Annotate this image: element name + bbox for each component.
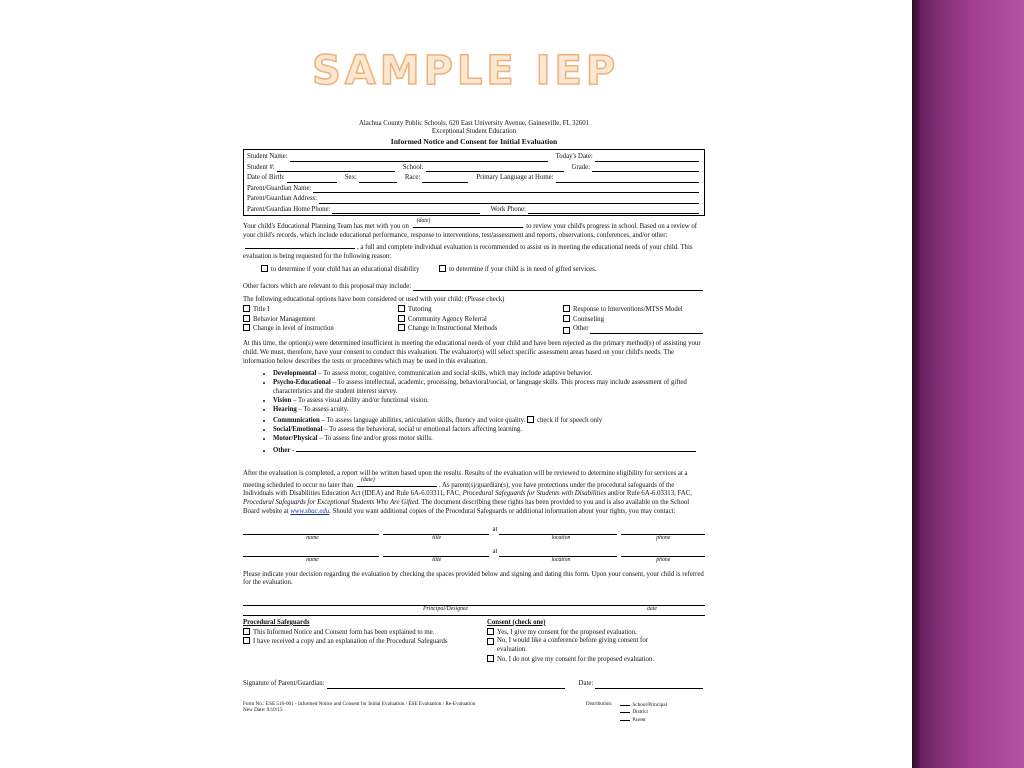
- school-label: School:: [402, 163, 424, 171]
- assessment-areas-list: [243, 370, 705, 456]
- student-name-label: Student Name:: [247, 153, 288, 161]
- contact-location-field[interactable]: [499, 549, 617, 557]
- decorative-sidebar: [912, 0, 1024, 768]
- at-label: at: [492, 548, 498, 556]
- speech-only-label: check if for speech only: [537, 416, 603, 424]
- option-checkbox[interactable]: [243, 305, 250, 312]
- at-label: at: [492, 526, 498, 534]
- district-address: Alachua County Public Schools, 620 East University Avenue, Gainesville, FL 32601: [358, 120, 590, 127]
- decision-paragraph: Please indicate your decision regarding the evaluation by checking the spaces provided below and signing and dating this form. Upon your consent, your child is referred for the evaluation.: [243, 570, 704, 587]
- option-checkbox[interactable]: [398, 324, 405, 331]
- option-item: [243, 324, 398, 334]
- principal-signature-block: [243, 598, 705, 616]
- dob-label: Date of Birth:: [247, 174, 285, 182]
- dob-field[interactable]: [287, 175, 337, 183]
- option-checkbox[interactable]: [563, 315, 570, 322]
- form-footer: [243, 701, 705, 724]
- intro-text-b: to review your child's progress in school. Based on a review of your child's records, which include educational performance, response to interventions, test/assessment and reports, observations, conferences, and/or other:: [243, 223, 698, 240]
- other-area-field[interactable]: [296, 444, 696, 452]
- sex-field[interactable]: [359, 175, 397, 183]
- option-other-field[interactable]: [590, 326, 703, 334]
- option-checkbox[interactable]: [398, 315, 405, 322]
- form-number: Form No.: ESE 516-001 - Informed Notice and Consent for Initial Evaluation / ESE Evaluation / Re-Evaluation: [243, 700, 476, 707]
- guardian-address-label: Parent/Guardian Address:: [247, 195, 318, 203]
- option-checkbox[interactable]: [563, 327, 570, 334]
- area-item: • Communication – To assess language abilities, articulation skills, fluency and voice quality. check if for speech only: [273, 416, 705, 426]
- option-checkbox[interactable]: [398, 305, 405, 312]
- student-number-label: Student #:: [247, 163, 275, 171]
- option-label: Change in Instructional Methods: [408, 325, 498, 333]
- distribution-label: Distribution:: [585, 700, 613, 707]
- contact-name-field[interactable]: [243, 527, 379, 535]
- option-label: Response to Interventions/MTSS Model: [573, 306, 683, 314]
- principal-signature-field[interactable]: [243, 598, 705, 606]
- option-item: [563, 324, 705, 334]
- option-checkbox[interactable]: [243, 315, 250, 322]
- distribution-item: District: [632, 709, 648, 716]
- primary-language-field[interactable]: [556, 175, 699, 183]
- todays-date-field[interactable]: [595, 154, 699, 162]
- safeguards-label: This Informed Notice and Consent form has been explained to me.: [253, 628, 435, 636]
- slide-title: SAMPLE IEP: [312, 48, 620, 94]
- intro-text-a: Your child's Educational Planning Team has met with you on: [243, 223, 409, 231]
- form-header: [243, 120, 705, 146]
- area-item: • Developmental – To assess motor, cognitive, communication and social skills, which may include adaptive behavior.: [273, 370, 705, 379]
- consent-conference-checkbox[interactable]: [487, 638, 494, 645]
- options-intro: The following educational options have been considered or used with your child: (Please check): [243, 296, 505, 304]
- safeguards-label: I have received a copy and an explanation of the Procedural Safeguards: [253, 638, 448, 646]
- signature-date-label: Date:: [578, 680, 594, 688]
- principal-date-caption: date: [647, 605, 657, 612]
- consent-heading: Consent (check one): [487, 618, 546, 626]
- insufficient-paragraph: At this time, the option(s) were determined insufficient in meeting the educational needs of your child and have been rejected as the primary method(s) of assisting your child. We must, therefore, have your consent to conduct this evaluation. The evaluator(s) will select specific assessment areas based on your child's needs. The information below describes the tests or procedures which may be used in this evaluation.: [243, 340, 701, 365]
- contact-name-field[interactable]: [243, 549, 379, 557]
- options-grid: [243, 305, 705, 334]
- title-caption: title: [432, 557, 442, 564]
- eligibility-date-field[interactable]: [357, 476, 437, 487]
- school-board-link[interactable]: www.sbac.edu: [290, 507, 330, 515]
- reason-disability-label: to determine if your child has an educational disability: [271, 266, 420, 274]
- option-checkbox[interactable]: [563, 305, 570, 312]
- race-field[interactable]: [422, 175, 468, 183]
- safeguards-consent-section: [243, 619, 705, 664]
- other-factors-row: [243, 281, 705, 292]
- meeting-date-hint: (date): [416, 218, 431, 225]
- reason-row: [243, 265, 705, 275]
- consent-no-label: No, I do not give my consent for the proposed evaluation.: [497, 655, 655, 663]
- option-item: [563, 305, 705, 315]
- iep-consent-form: [243, 120, 705, 724]
- school-field[interactable]: [426, 164, 564, 172]
- contact-phone-field[interactable]: [621, 549, 705, 557]
- grade-label: Grade:: [571, 163, 591, 171]
- title-caption: title: [432, 535, 442, 542]
- guardian-name-label: Parent/Guardian Name:: [247, 184, 312, 192]
- sex-label: Sex:: [344, 174, 357, 182]
- student-name-field[interactable]: [290, 154, 548, 162]
- form-date: New Date: 9/10/15: [243, 707, 283, 714]
- option-item: [243, 305, 398, 315]
- option-label: Community Agency Referral: [408, 315, 487, 323]
- area-item: • Motor/Physical – To assess fine and/or gross motor skills.: [273, 435, 705, 444]
- name-caption: name: [306, 557, 319, 564]
- parent-signature-label: Signature of Parent/Guardian:: [243, 680, 325, 688]
- area-item: • Psycho-Educational – To assess intellectual, academic, processing, behavioral/social, or language skills. This process may include assessment of gifted characteristics and the student interest survey.: [273, 379, 705, 396]
- other-factors-field[interactable]: [413, 283, 703, 291]
- signature-date-field[interactable]: [595, 681, 703, 689]
- contact-title-field[interactable]: [383, 527, 489, 535]
- option-item: [243, 315, 398, 325]
- student-info-box: [243, 149, 705, 216]
- reason-disability-checkbox[interactable]: [261, 265, 268, 272]
- after-evaluation-paragraph: After the evaluation is completed, a report will be written based upon the results. Results of the evaluation will be reviewed to determine eligibility for services at a meeting scheduled to occur no later than (date) . As parent(s)/guardian(s), you have protections under the procedural safeguards of the Individuals with Disabilities Education Act (IDEA) and Rule 6A-6.03311, FAC, Procedural Safeguards for Students with Disabilities and/or Rule 6A-6.03313, FAC, Procedural Safeguards for Exceptional Students Who Are Gifted. The document describing these rights has been provided to you and is also available on the School Board website at www.sbac.edu. Should you want additional copies of the Procedural Safeguards or additional information about your rights, you may contact:: [243, 469, 692, 515]
- option-label: Other: [573, 325, 589, 333]
- option-label: Tutoring: [408, 306, 432, 314]
- guardian-address-field[interactable]: [319, 196, 699, 204]
- option-label: Title I: [253, 306, 270, 314]
- todays-date-label: Today's Date:: [555, 153, 593, 161]
- other-factors-label: Other factors which are relevant to this proposal may include:: [243, 282, 412, 290]
- home-phone-field[interactable]: [332, 206, 480, 214]
- location-caption: location: [551, 557, 571, 564]
- speech-only-checkbox[interactable]: [527, 416, 534, 423]
- consent-yes-checkbox[interactable]: [487, 628, 494, 635]
- safeguards-column: [243, 619, 487, 664]
- distribution-item: School/Principal: [632, 701, 667, 708]
- phone-caption: phone: [656, 535, 671, 542]
- distribution-item: Parent: [632, 717, 646, 724]
- option-item: [398, 305, 563, 315]
- reason-gifted-label: to determine if your child is in need of gifted services.: [449, 266, 597, 274]
- department: Exceptional Student Education: [431, 128, 517, 136]
- consent-yes-label: Yes, I give my consent for the proposed evaluation.: [497, 628, 637, 636]
- option-label: Behavior Management: [253, 315, 316, 323]
- option-checkbox[interactable]: [243, 324, 250, 331]
- area-item: • Vision – To assess visual ability and/or functional vision.: [273, 397, 705, 406]
- option-label: Change in level of instruction: [253, 325, 334, 333]
- intro-paragraph: [243, 220, 705, 261]
- contact-location-field[interactable]: [499, 527, 617, 535]
- contact-title-field[interactable]: [383, 549, 489, 557]
- guardian-name-field[interactable]: [313, 185, 699, 193]
- location-caption: location: [551, 535, 571, 542]
- race-label: Race:: [404, 174, 421, 182]
- parent-signature-row: [243, 678, 705, 689]
- parent-signature-field[interactable]: [327, 681, 565, 689]
- phone-caption: phone: [656, 557, 671, 564]
- contact-phone-field[interactable]: [621, 527, 705, 535]
- home-phone-label: Parent/Guardian Home Phone:: [247, 205, 331, 213]
- area-item: • Hearing – To assess acuity.: [273, 406, 705, 415]
- name-caption: name: [306, 535, 319, 542]
- option-label: Counseling: [573, 315, 604, 323]
- work-phone-field[interactable]: [528, 206, 699, 214]
- safeguards-checkbox[interactable]: [243, 637, 250, 644]
- consent-conference-label: No, I would like a conference before giving consent for evaluation.: [497, 637, 648, 653]
- reason-gifted-checkbox[interactable]: [439, 265, 446, 272]
- other-records-field[interactable]: [245, 241, 355, 249]
- option-item: [398, 315, 563, 325]
- safeguards-heading: Procedural Safeguards: [243, 618, 310, 626]
- safeguards-checkbox[interactable]: [243, 628, 250, 635]
- primary-language-label: Primary Language at Home:: [476, 174, 554, 182]
- eligibility-date-hint: (date): [360, 476, 375, 483]
- contact-block: [243, 526, 705, 564]
- form-title: Informed Notice and Consent for Initial Evaluation: [390, 136, 558, 146]
- student-number-field[interactable]: [277, 164, 395, 172]
- principal-caption: Principal/Designee: [423, 605, 469, 612]
- grade-field[interactable]: [592, 164, 699, 172]
- consent-column: [487, 619, 705, 664]
- consent-no-checkbox[interactable]: [487, 655, 494, 662]
- option-item: [398, 324, 563, 334]
- meeting-date-field[interactable]: [413, 220, 523, 228]
- option-item: [563, 315, 705, 325]
- work-phone-label: Work Phone:: [490, 205, 526, 213]
- area-item: • Social/Emotional – To assess the behavioral, social or emotional factors affecting learning.: [273, 426, 705, 435]
- area-item: • Other -: [273, 444, 705, 456]
- intro-text-c: , a full and complete individual evaluation is recommended to assist us in meeting the educational needs of your child. This evaluation is being requested for the following reason:: [243, 243, 693, 260]
